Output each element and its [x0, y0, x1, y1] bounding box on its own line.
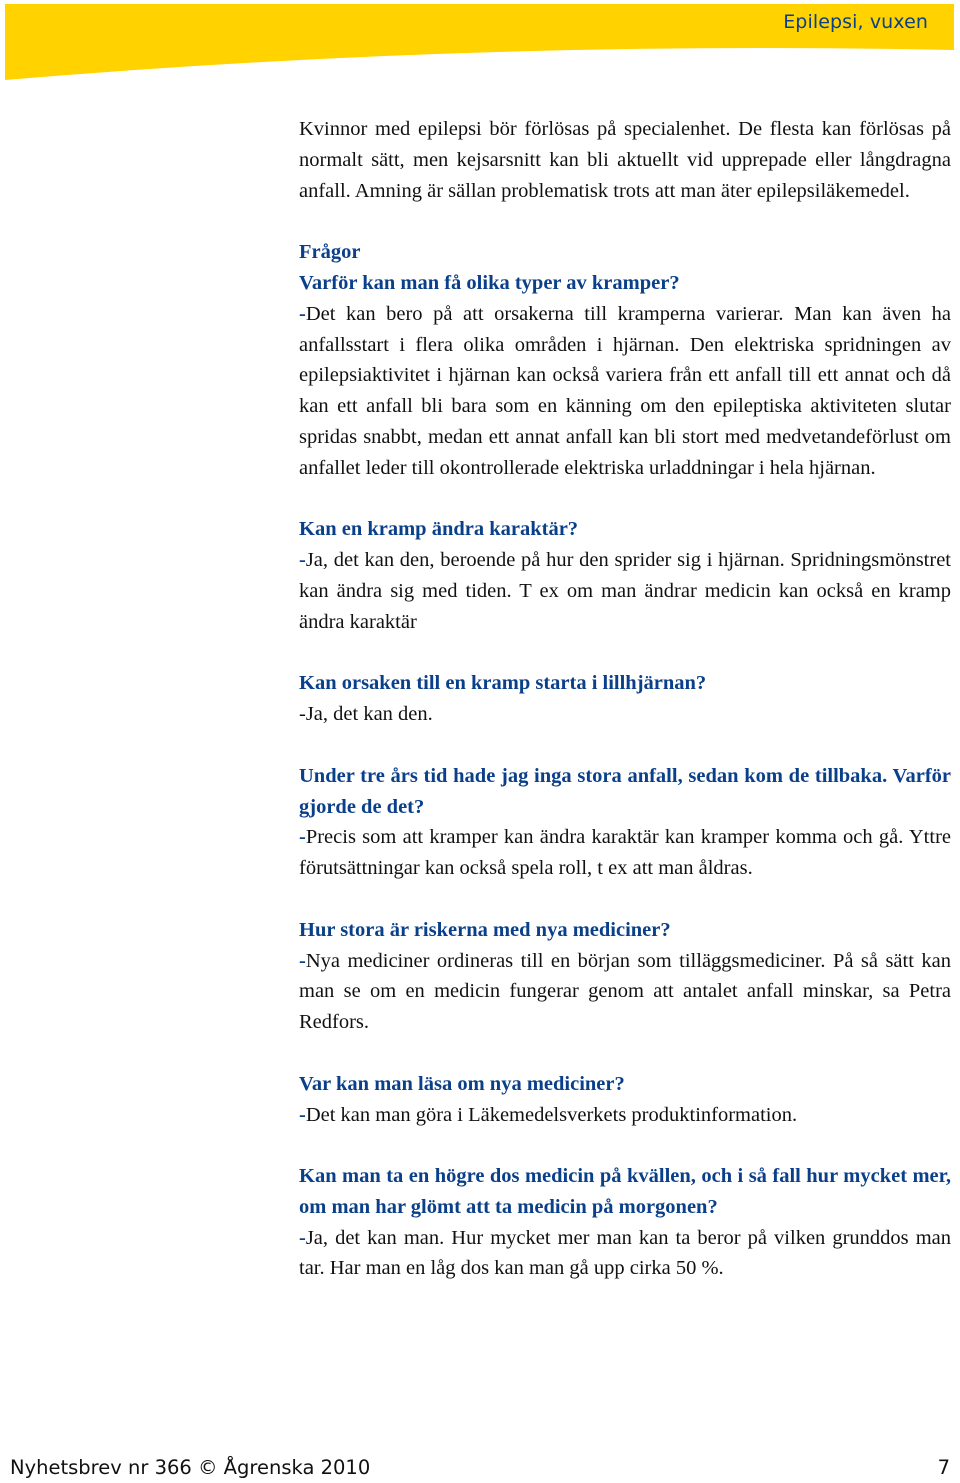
question-text: Kan en kramp ändra karaktär?	[299, 518, 579, 541]
article-body	[299, 114, 951, 1315]
question-text: Kan orsaken till en kramp starta i lillhjärnan?	[299, 672, 707, 695]
page-number: 7	[937, 1456, 950, 1479]
footer-publication: Nyhetsbrev nr 366 © Ågrenska 2010	[10, 1456, 371, 1479]
qa-item	[299, 668, 951, 730]
qa-item	[299, 514, 951, 637]
answer-text	[299, 699, 951, 730]
answer-dash: -	[299, 949, 306, 972]
answer-text	[299, 545, 951, 637]
answer-text	[299, 822, 951, 884]
answer-dash: -	[299, 549, 306, 572]
question-text: Under tre års tid hade jag inga stora anfall, sedan kom de tillbaka. Varför gjorde de det?	[299, 764, 951, 818]
answer-body: -Ja, det kan den.	[299, 703, 433, 726]
answer-dash: -	[299, 826, 306, 849]
answer-body: Ja, det kan man. Hur mycket mer man kan ta beror på vilken grunddos man tar. Har man en låg dos kan man gå upp cirka 50 %.	[299, 1226, 951, 1280]
answer-body: Precis som att kramper kan ändra karaktär kan kramper komma och gå. Yttre förutsättningar kan också spela roll, t ex att man åldras.	[299, 826, 951, 880]
question-text: Var kan man läsa om nya mediciner?	[299, 1072, 625, 1095]
answer-dash: -	[299, 1226, 306, 1249]
qa-item	[299, 268, 951, 484]
qa-item	[299, 915, 951, 1038]
intro-paragraph: Kvinnor med epilepsi bör förlösas på specialenhet. De flesta kan förlösas på normalt sätt, men kejsarsnitt kan bli aktuellt vid upprepade eller långdragna anfall. Amning är sällan problematisk trots att man äter epilepsiläkemedel.	[299, 118, 951, 202]
answer-body: Det kan bero på att orsakerna till kramperna varierar. Man kan även ha anfallsstart i flera olika områden i hjärnan. Den elektriska spridningen av epilepsiaktivitet i hjärnan kan också variera från ett anfall till ett annat och då kan ett anfall bli bara som en känning om den epileptiska aktiviteten slutar spridas snabbt, medan ett annat anfall kan bli stort med medvetandeförlust om anfallet leder till okontrollerade elektriska urladdningar i hela hjärnan.	[299, 302, 951, 479]
answer-text	[299, 1223, 951, 1285]
answer-text	[299, 1100, 951, 1131]
section-title: Frågor	[299, 241, 361, 264]
qa-item	[299, 761, 951, 884]
page-footer	[10, 1456, 950, 1482]
question-text: Hur stora är riskerna med nya mediciner?	[299, 918, 671, 941]
answer-text	[299, 946, 951, 1038]
answer-dash: -	[299, 1103, 306, 1126]
answer-body: Ja, det kan den, beroende på hur den sprider sig i hjärnan. Spridningsmönstret kan ändra sig med tiden. T ex om man ändrar medicin kan också en kramp ändra karaktär	[299, 549, 951, 633]
qa-item	[299, 1069, 951, 1131]
header-band	[0, 0, 960, 84]
header-title: Epilepsi, vuxen	[783, 11, 928, 33]
question-text: Varför kan man få olika typer av kramper?	[299, 271, 680, 294]
qa-item	[299, 1161, 951, 1284]
answer-body: Nya mediciner ordineras till en början som tilläggsmediciner. På så sätt kan man se om en medicin fungerar genom att antalet anfall minskar, sa Petra Redfors.	[299, 949, 951, 1034]
question-text: Kan man ta en högre dos medicin på kvällen, och i så fall hur mycket mer, om man har glömt att ta medicin på morgonen?	[299, 1165, 951, 1218]
answer-body: Det kan man göra i Läkemedelsverkets produktinformation.	[305, 1103, 798, 1126]
answer-dash: -	[299, 302, 306, 325]
answer-text	[299, 299, 951, 484]
